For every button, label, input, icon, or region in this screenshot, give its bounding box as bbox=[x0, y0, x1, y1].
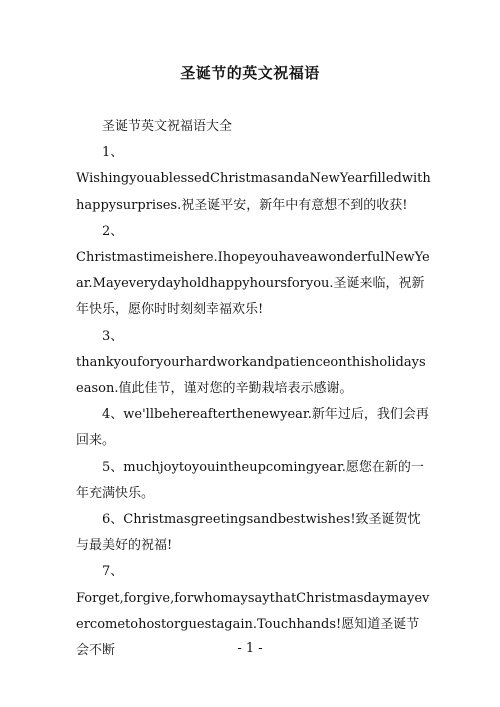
paragraph: 圣诞节英文祝福语大全 bbox=[102, 119, 233, 134]
paragraph: WishingyouablessedChristmasandaNewYearfilledwithhappysurprises.祝圣诞平安，新年中有意想不到的收获! bbox=[76, 171, 431, 213]
document-body bbox=[76, 114, 432, 664]
paragraph: 1、 bbox=[102, 145, 124, 161]
paragraph: 5、muchjoytoyouintheupcomingyear.愿您在新的一年充满快乐。 bbox=[76, 459, 424, 501]
paragraph: thankyouforyourhardworkandpatienceonthisholidayseason.值此佳节，谨对您的辛勤栽培表示感谢。 bbox=[76, 354, 426, 397]
page-number: - 1 - bbox=[237, 641, 263, 656]
paragraph: 2、 bbox=[102, 223, 124, 239]
document-title: 圣诞节的英文祝福语 bbox=[180, 64, 320, 82]
paragraph: Forget,forgive,forwhomaysaythatChristmasdaymayevercometohostorguestagain.Touchhands!愿知道圣诞节会不断 bbox=[76, 590, 430, 659]
paragraph: Christmastimeishere.IhopeyouhaveawonderfulNewYear.Mayeverydayholdhappyhoursforyou.圣诞来临，祝新年快乐，愿你时时刻刻幸福欢乐! bbox=[76, 250, 430, 318]
paragraph: 3、 bbox=[102, 328, 124, 344]
paragraph: 4、we'llbehereafterthenewyear.新年过后，我们会再回来。 bbox=[76, 407, 429, 449]
paragraph: 7、 bbox=[102, 564, 124, 580]
paragraph: 6、Christmasgreetingsandbestwishes!致圣诞贺忱与最美好的祝福! bbox=[76, 512, 421, 554]
